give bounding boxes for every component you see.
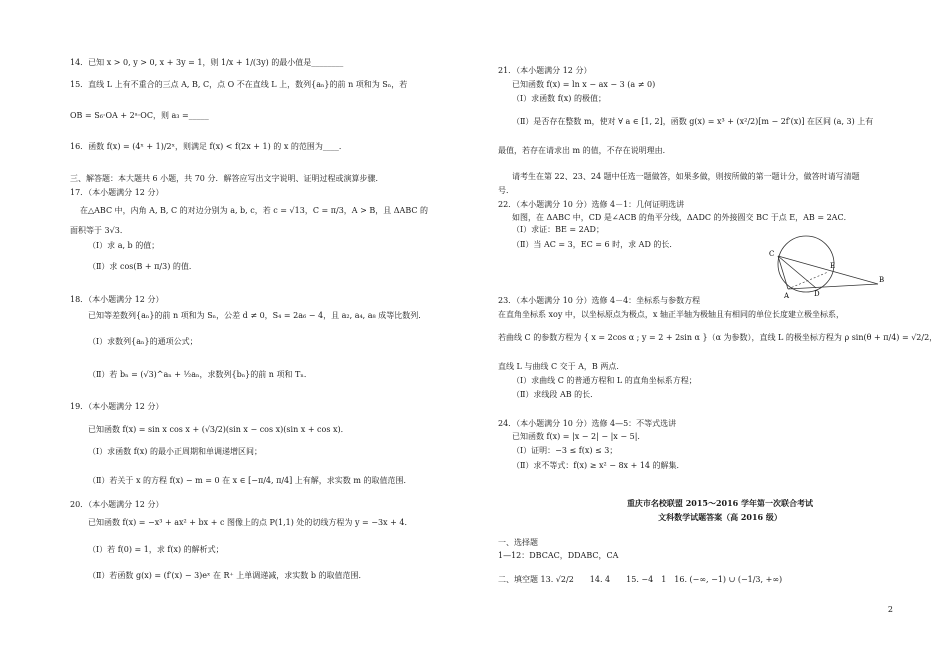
- question-22-part1: （Ⅰ）求证：BE = 2AD；: [512, 225, 604, 234]
- question-21-part2-cont: 最值，若存在请求出 m 的值，不存在说明理由．: [498, 146, 671, 155]
- question-24-part2: （Ⅱ）求不等式：f(x) ≥ x² − 8x + 14 的解集．: [512, 461, 685, 470]
- question-23-header: 23．（本小题满分 10 分）选修 4－4：坐标系与参数方程: [498, 296, 701, 305]
- label-d: D: [814, 290, 820, 298]
- question-17-header: 17．（本小题满分 12 分）: [70, 188, 164, 197]
- question-23-body: 在直角坐标系 xoy 中，以坐标原点为极点，x 轴正半轴为极轴且有相同的单位长度建立极坐标系，: [498, 310, 844, 319]
- segment-cd: [778, 256, 816, 288]
- segment-ae: [788, 272, 828, 289]
- question-17-part1: （Ⅰ）求 a, b 的值；: [88, 241, 160, 250]
- question-19-part2: （Ⅱ）若关于 x 的方程 f(x) − m = 0 在 x ∈ [−π/4, π/4] 上有解，求实数 m 的取值范围．: [88, 476, 412, 485]
- question-15-line1: 15．直线 L 上有不重合的三点 A, B, C，点 O 不在直线 L 上，数列{aₙ}的前 n 项和为 Sₙ，若: [70, 80, 408, 89]
- answer-subtitle: 文科数学试题答案（高 2016 级）: [658, 512, 782, 522]
- question-23-body2: 若曲线 C 的参数方程为 { x = 2cos α ; y = 2 + 2sin α }（α 为参数），直线 L 的极坐标方程为 ρ sin(θ + π/4) = √2/2，: [498, 333, 938, 342]
- elective-note-cont: 号．: [498, 186, 514, 195]
- section-3-heading: 三、解答题：本大题共 6 小题，共 70 分．解答应写出文字说明、证明过程或演算步骤．: [70, 174, 384, 183]
- question-20-part1: （Ⅰ）若 f(0) = 1，求 f(x) 的解析式；: [88, 545, 224, 554]
- elective-note: 请考生在第 22、23、24 题中任选一题做答，如果多做，则按所做的第一题计分，做答时请写清题: [512, 172, 860, 181]
- question-20-body: 已知函数 f(x) = −x³ + ax² + bx + c 图像上的点 P(1,1) 处的切线方程为 y = −3x + 4．: [88, 518, 413, 527]
- question-22-header: 22．（本小题满分 10 分）选修 4－1：几何证明选讲: [498, 200, 685, 209]
- question-23-body3: 直线 L 与曲线 C 交于 A，B 两点．: [498, 362, 625, 371]
- question-20-header: 20．（本小题满分 12 分）: [70, 500, 164, 509]
- question-18-body: 已知等差数列{aₙ}的前 n 项和为 Sₙ，公差 d ≠ 0，S₄ = 2a₆ − 4，且 a₂, a₄, a₈ 成等比数列．: [88, 311, 427, 320]
- question-22-body: 如图，在 ΔABC 中，CD 是∠ACB 的角平分线，ΔADC 的外接圆交 BC 于点 E，AB = 2AC．: [512, 213, 852, 222]
- label-b: B: [879, 276, 885, 284]
- question-19-part1: （Ⅰ）求函数 f(x) 的最小正周期和单调递增区间；: [88, 447, 262, 456]
- geometry-figure: [766, 234, 886, 300]
- question-19-body: 已知函数 f(x) = sin x cos x + (√3/2)(sin x − cos x)(sin x + cos x)．: [88, 425, 349, 434]
- label-a: A: [784, 292, 790, 300]
- segment-ab: [788, 284, 878, 289]
- segment-cb: [778, 256, 878, 284]
- question-21-part1: （Ⅰ）求函数 f(x) 的极值；: [512, 94, 606, 103]
- question-21-header: 21．（本小题满分 12 分）: [498, 66, 592, 75]
- question-21-part2: （Ⅱ）是否存在整数 m，使对 ∀ a ∈ [1, 2]，函数 g(x) = x³ + (x²/2)[m − 2f′(x)] 在区间 (a, 3) 上有: [512, 117, 874, 126]
- answer-choices: 1—12：DBCAC，DDABC，CA: [498, 551, 619, 560]
- label-c: C: [769, 250, 775, 258]
- answer-title: 重庆市名校联盟 2015～2016 学年第一次联合考试: [626, 498, 814, 508]
- question-24-header: 24．（本小题满分 10 分）选修 4—5：不等式选讲: [498, 419, 677, 428]
- page-number: 2: [887, 605, 893, 614]
- question-23-part2: （Ⅱ）求线段 AB 的长．: [512, 390, 599, 399]
- question-20-part2: （Ⅱ）若函数 g(x) = (f′(x) − 3)eˣ 在 R⁺ 上单调递减，求实数 b 的取值范围．: [88, 571, 367, 580]
- label-e: E: [830, 262, 836, 270]
- question-22-part2: （Ⅱ）当 AC = 3，EC = 6 时，求 AD 的长．: [512, 240, 678, 249]
- question-23-part1: （Ⅰ）求曲线 C 的普通方程和 L 的直角坐标系方程；: [512, 376, 697, 385]
- question-17-part2: （Ⅱ）求 cos(B + π/3) 的值．: [88, 262, 197, 271]
- right-column: [490, 0, 950, 659]
- question-19-header: 19．（本小题满分 12 分）: [70, 402, 164, 411]
- question-24-part1: （Ⅰ）证明：−3 ≤ f(x) ≤ 3；: [512, 446, 618, 455]
- question-18-part1: （Ⅰ）求数列{aₙ}的通项公式；: [88, 337, 198, 346]
- answer-section-1: 一、选择题: [498, 538, 538, 547]
- answer-fill-in: 二、填空题 13. √2/2 14. 4 15. −4 1 16. (−∞, −1) ∪ (−1/3, +∞): [498, 575, 783, 584]
- question-21-body: 已知函数 f(x) = ln x − ax − 3 (a ≠ 0): [512, 80, 656, 89]
- question-18-header: 18．（本小题满分 12 分）: [70, 295, 164, 304]
- question-17-body: 在△ABC 中，内角 A, B, C 的对边分别为 a, b, c，若 c = √13，C = π/3，A > B，且 ΔABC 的: [80, 206, 429, 215]
- question-24-body: 已知函数 f(x) = |x − 2| − |x − 5|．: [512, 432, 646, 441]
- question-16: 16．函数 f(x) = (4ˣ + 1)/2ˣ，则满足 f(x) < f(2x + 1) 的 x 的范围为____．: [70, 142, 347, 151]
- question-17-body2: 面积等于 3√3．: [70, 226, 128, 235]
- question-15-line2: OB = S₆·OA + 2ᵃ·OC，则 a₃ =_____: [70, 111, 209, 120]
- question-14: 14．已知 x > 0, y > 0, x + 3y = 1，则 1/x + 1/(3y) 的最小值是________: [70, 58, 344, 67]
- question-18-part2: （Ⅱ）若 bₙ = (√3)^aₙ + ½aₙ，求数列{bₙ}的前 n 项和 Tₙ．: [88, 370, 312, 379]
